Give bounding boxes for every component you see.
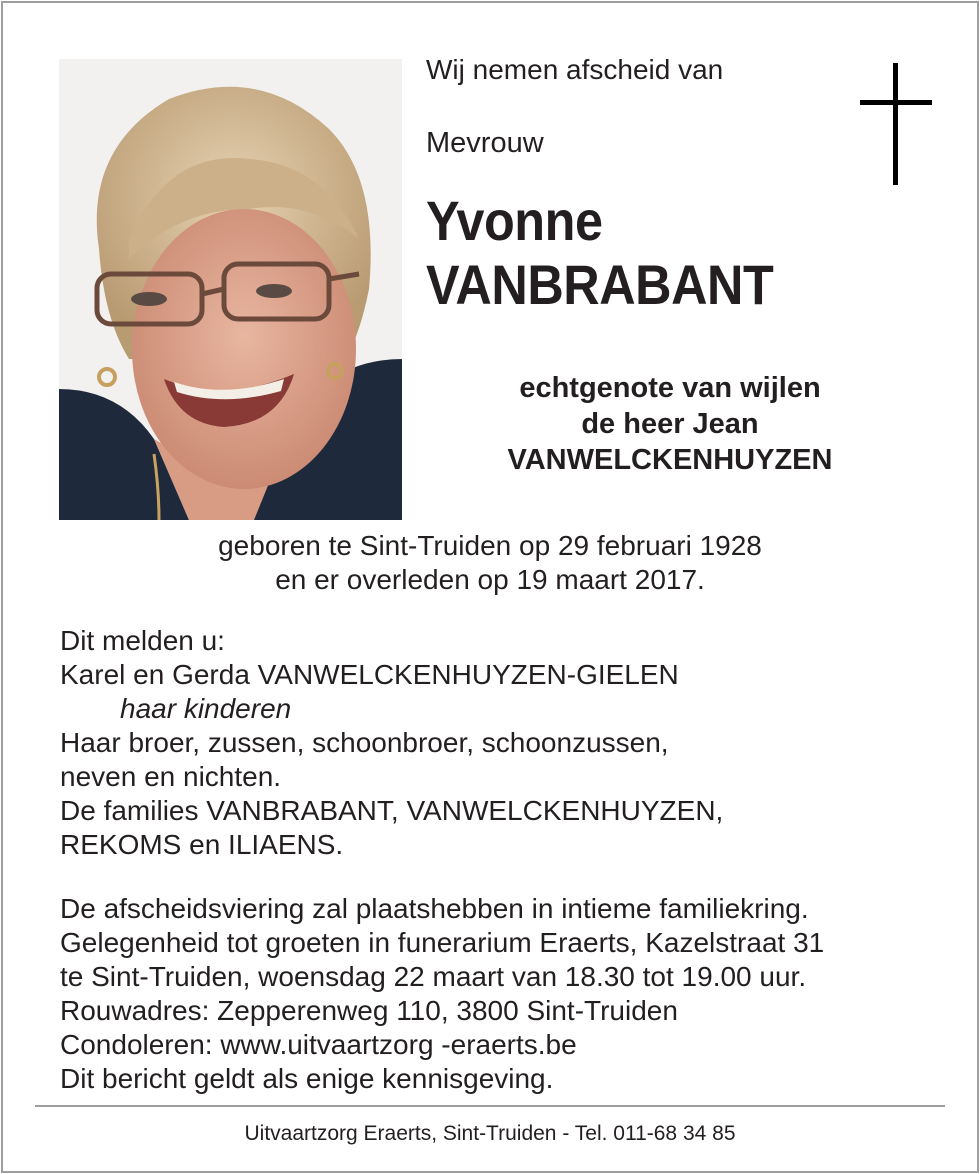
family-line: De families VANBRABANT, VANWELCKENHUYZEN, xyxy=(60,795,724,826)
birth-line: geboren te Sint-Truiden op 29 februari 1928 xyxy=(218,530,762,561)
details-block xyxy=(60,892,824,1096)
announcers-heading: Dit melden u: xyxy=(60,625,225,656)
spouse-block xyxy=(420,370,920,478)
cross-icon xyxy=(860,63,932,185)
spouse-line: echtgenote van wijlen xyxy=(519,372,821,404)
detail-line: Rouwadres: Zepperenweg 110, 3800 Sint-Truiden xyxy=(60,995,678,1026)
portrait-photo xyxy=(59,59,402,520)
first-name: Yvonne xyxy=(426,189,603,252)
spouse-line: VANWELCKENHUYZEN xyxy=(507,444,833,476)
family-line: Haar broer, zussen, schoonbroer, schoonzussen, xyxy=(60,727,669,758)
birth-death-block xyxy=(0,529,980,597)
detail-line: Gelegenheid tot groeten in funerarium Eraerts, Kazelstraat 31 xyxy=(60,927,825,958)
detail-line: Dit bericht geldt als enige kennisgeving. xyxy=(60,1063,554,1094)
intro-text: Wij nemen afscheid van xyxy=(426,54,724,85)
detail-line: te Sint-Truiden, woensdag 22 maart van 18.30 tot 19.00 uur. xyxy=(60,961,807,992)
footer-text: Uitvaartzorg Eraerts, Sint-Truiden - Tel. 011-68 34 85 xyxy=(244,1122,736,1145)
last-name: VANBRABANT xyxy=(426,253,774,316)
children-role: haar kinderen xyxy=(120,693,292,724)
spouse-line: de heer Jean xyxy=(581,408,759,440)
condolence-link[interactable]: Condoleren: www.uitvaartzorg -eraerts.be xyxy=(60,1029,577,1060)
footer-divider xyxy=(35,1105,945,1107)
portrait-illustration xyxy=(59,59,402,520)
honorific: Mevrouw xyxy=(426,127,544,159)
death-line: en er overleden op 19 maart 2017. xyxy=(275,564,705,595)
detail-line: De afscheidsviering zal plaatshebben in intieme familiekring. xyxy=(60,893,809,924)
children-line: Karel en Gerda VANWELCKENHUYZEN-GIELEN xyxy=(60,659,679,690)
family-line: neven en nichten. xyxy=(60,761,282,792)
announcers-block xyxy=(60,624,723,862)
family-line: REKOMS en ILIAENS. xyxy=(60,829,344,860)
